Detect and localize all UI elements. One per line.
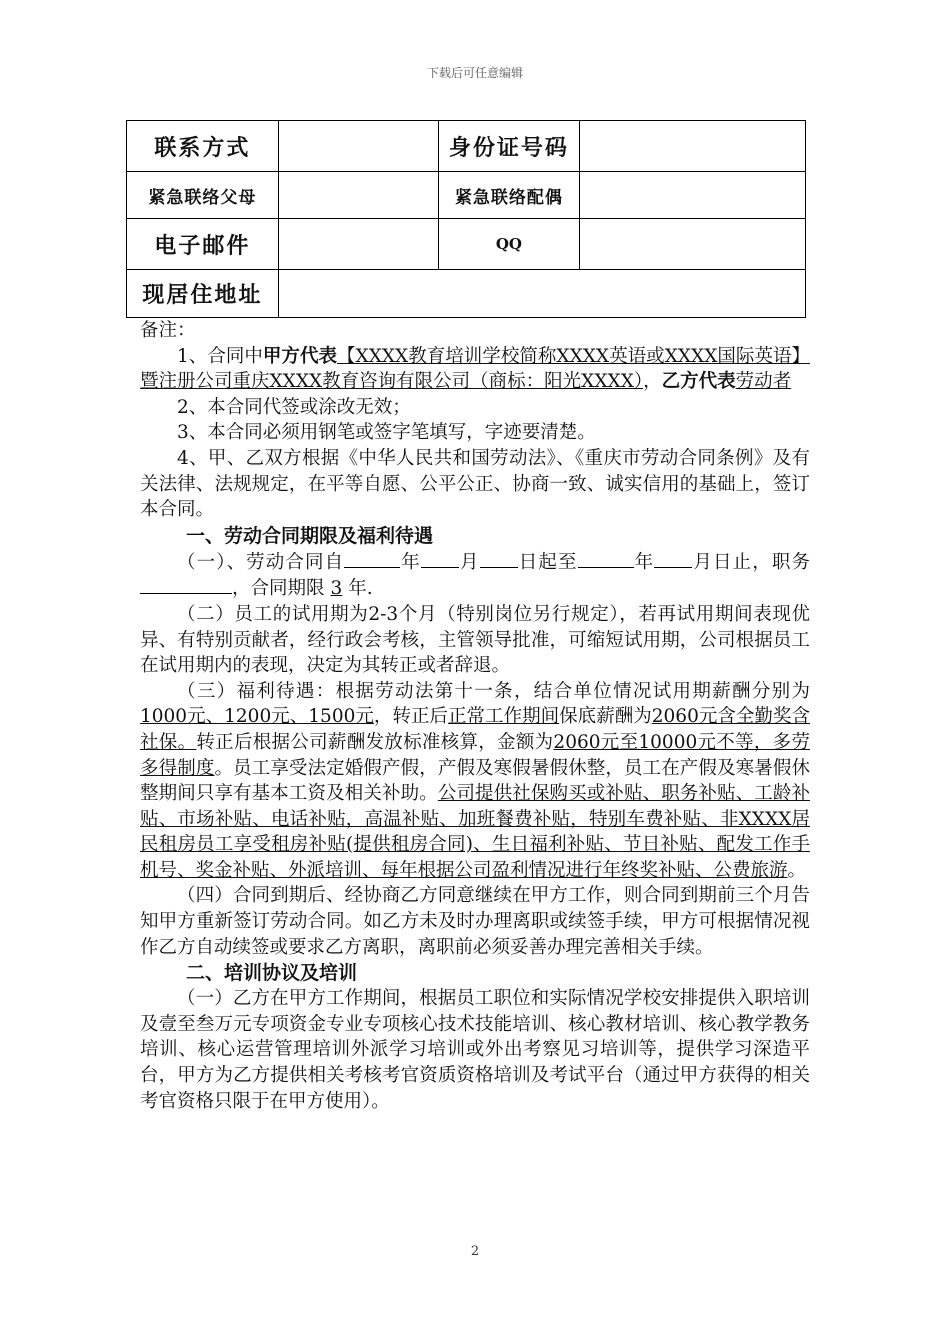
note-4: 4、甲、乙双方根据《中华人民共和国劳动法》、《重庆市劳动合同条例》及有关法律、法规规定，在平等自愿、公平公正、协商一致、诚实信用的基础上，签订本合同。 [140, 447, 810, 521]
qq-value-cell[interactable] [580, 219, 806, 270]
end-year-blank[interactable] [578, 549, 634, 568]
section-2-title: 二、培训协议及培训 [186, 962, 358, 985]
welfare-intro: （三）福利待遇：根据劳动法第十一条，结合单位情况试用期薪酬分别为 [177, 680, 810, 702]
end-year-unit: 年 [633, 551, 655, 573]
address-value-cell[interactable] [278, 270, 805, 318]
email-label: 电子邮件 [127, 219, 279, 270]
start-year-unit: 年 [400, 551, 421, 573]
term-value: 3 [330, 578, 343, 600]
term-start-text: （一）、劳动合同自 [177, 551, 345, 573]
address-label: 现居住地址 [127, 270, 279, 318]
qq-label: QQ [438, 219, 580, 270]
note-1 [140, 344, 810, 395]
start-day-blank[interactable] [480, 549, 518, 568]
contact-label: 联系方式 [127, 121, 279, 172]
end-month-unit: 月 [692, 551, 714, 573]
base-salary: 2060元含全勤奖含社保。 [140, 706, 810, 753]
salary-range: 2060元至10000元不等，多劳多得制度 [140, 731, 810, 779]
emergency-parents-label: 紧急联络父母 [127, 172, 279, 219]
start-day-unit: 日起至 [517, 551, 578, 573]
contact-value-cell[interactable] [278, 121, 438, 172]
section-1-title: 一、劳动合同期限及福利待遇 [186, 524, 434, 547]
end-month-blank[interactable] [654, 549, 692, 568]
emergency-parents-value-cell[interactable] [278, 172, 438, 219]
section-1-clause-4: （四）合同到期后、经协商乙方同意继续在甲方工作，则合同到期前三个月告知甲方重新签订劳动合同。如乙方未及时办理离职或续签手续，甲方可根据情况视作乙方自动续签或要求乙方离职，离职前必须妥善办理完善相关手续。 [140, 885, 810, 958]
section-1-clause-3 [140, 679, 810, 884]
start-month-unit: 月 [458, 551, 480, 573]
party-b-label: 乙方代表 [661, 371, 736, 393]
note-1-prefix: 1、合同中 [177, 345, 263, 367]
normal-period: 正常工作期间 [448, 706, 560, 728]
email-value-cell[interactable] [278, 219, 438, 270]
party-a-label: 甲方代表 [262, 345, 337, 367]
contract-body [140, 318, 810, 1114]
section-1-clause-2: （二）员工的试用期为2-3个月（特别岗位另行规定），若再试用期间表现优异、有特别贡献者，经行政会考核，主管领导批准，可缩短试用期，公司根据员工在试用期内的表现，决定为其转正或者辞退。 [140, 603, 810, 677]
position-blank[interactable] [140, 575, 232, 594]
welfare-text-c: 保底薪酬为 [559, 706, 652, 728]
emergency-spouse-value-cell[interactable] [580, 172, 806, 219]
section-1-clause-1 [140, 549, 810, 602]
id-number-label: 身份证号码 [438, 121, 580, 172]
id-number-value-cell[interactable] [580, 121, 806, 172]
page-header: 下载后可任意编辑 [426, 66, 523, 80]
welfare-text-d: 转正后根据公司薪酬发放标准核算，金额为 [196, 731, 554, 753]
note-1-separator: ， [643, 371, 662, 393]
emergency-spouse-label: 紧急联络配偶 [438, 172, 580, 219]
welfare-text-b: ，转正后 [373, 706, 449, 728]
notes-title: 备注： [140, 320, 196, 341]
term-label: ，合同期限 [232, 578, 325, 600]
party-a-value: 【XXXX教育培训学校简称XXXX英语或XXXX国际英语】暨注册公司重庆XXXX教育咨询有限公司（商标：阳光XXXX） [140, 345, 810, 393]
benefits-list: 公司提供社保购买或补贴、职务补贴、工龄补贴、市场补贴、电话补贴，高温补贴、加班餐费补贴，特别车费补贴、非XXXX居民租房员工享受租房补贴(提供租房合同)、生日福利补贴、节日补贴、配发工作手机号、奖金补贴、外派培训、每年根据公司盈利情况进行年终奖补贴、公费旅游 [140, 783, 810, 881]
start-year-blank[interactable] [344, 549, 400, 568]
welfare-text-f: 。 [787, 859, 807, 881]
section-2-clause-1: （一）乙方在甲方工作期间，根据员工职位和实际情况学校安排提供入职培训及壹至叁万元专项资金专业专项核心技术技能培训、核心教材培训、核心教学教务培训、核心运营管理培训外派学习培训或外出考察见习培训等，提供学习深造平台，甲方为乙方提供相关考核考官资质资格培训及考试平台（通过甲方获得的相关考官资格只限于在甲方使用）。 [140, 988, 810, 1112]
start-month-blank[interactable] [421, 549, 459, 568]
party-b-value: 劳动者 [735, 371, 792, 393]
note-2: 2、本合同代签或涂改无效； [177, 396, 411, 418]
personal-info-table [126, 120, 806, 318]
trial-salary: 1000元、1200元、1500元 [140, 706, 374, 728]
note-3: 3、本合同必须用钢笔或签字笔填写，字迹要清楚。 [177, 422, 596, 444]
page-number: 2 [470, 1244, 480, 1259]
welfare-text-e: 。员工享受法定婚假产假，产假及寒假暑假休整，员工在产假及寒暑假休整期间只享有基本工资及相关补助。 [140, 757, 810, 805]
term-unit: 年. [348, 578, 373, 600]
end-day-position-text: 日止，职务 [713, 551, 810, 573]
